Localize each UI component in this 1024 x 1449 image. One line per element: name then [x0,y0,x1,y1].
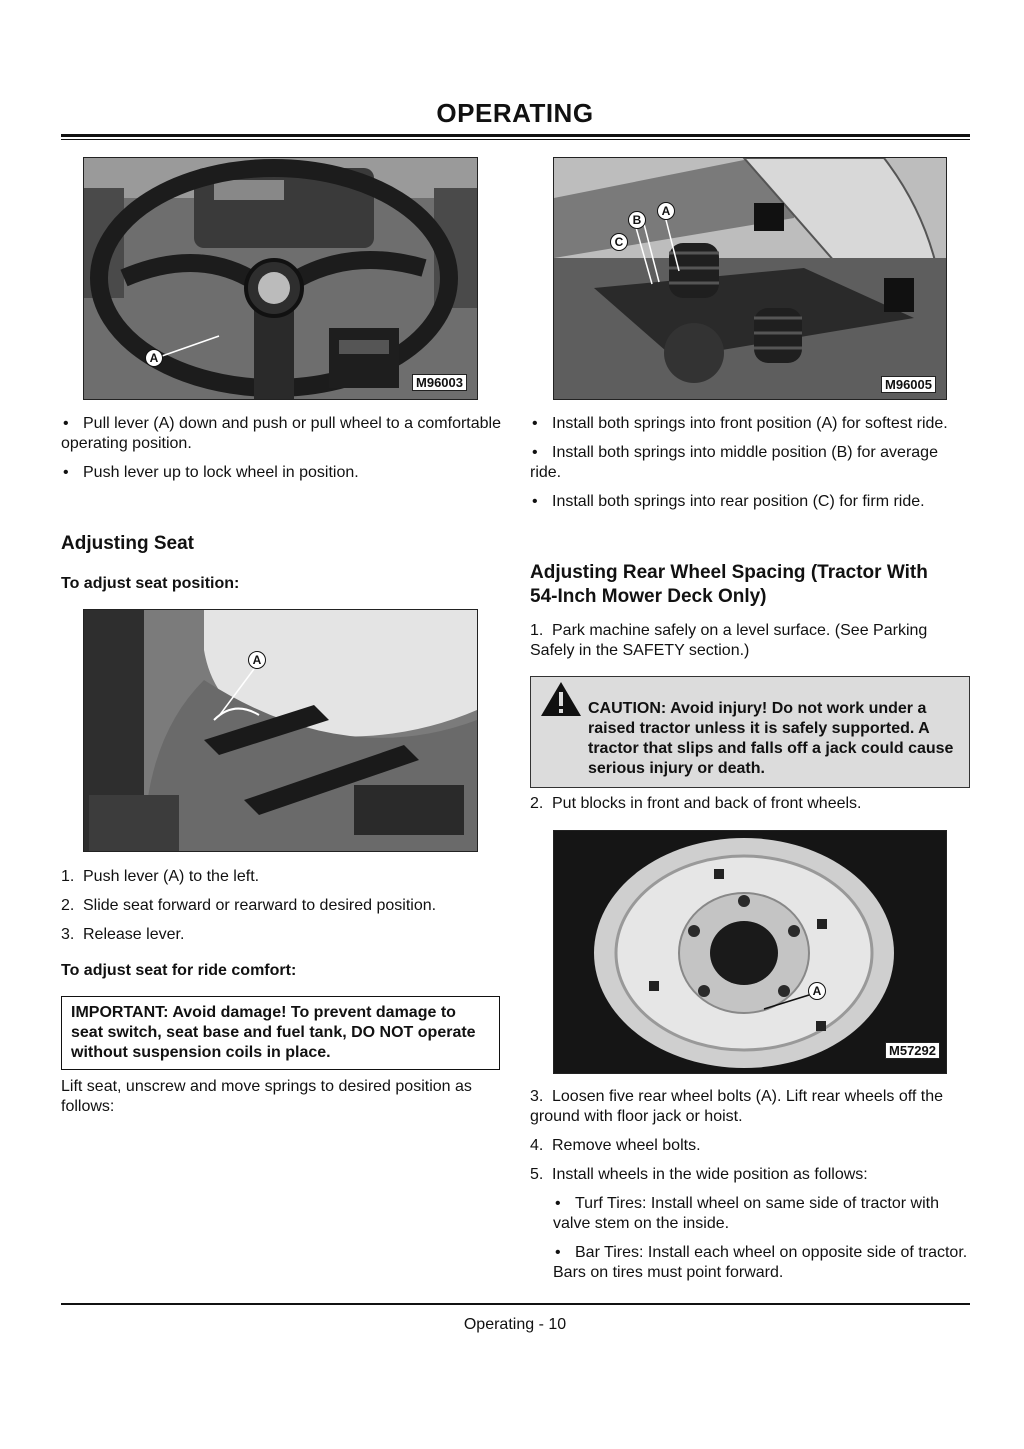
caution-notice-box [530,676,970,788]
subheading-seat-position: To adjust seat position: [61,575,240,592]
list-item: 4. Remove wheel bolts. [530,1137,701,1154]
figure-label: M96005 [881,376,936,393]
list-item: 2. Slide seat forward or rearward to desired position. [61,897,437,914]
list-item: 1. Park machine safely on a level surface. (See Parking Safely in the SAFETY section.) [530,622,928,659]
list-item: 1. Push lever (A) to the left. [61,868,260,885]
seat-position-steps [61,867,501,945]
sub-bullet-item: • Turf Tires: Install wheel on same side of tractor with valve stem on the inside. [553,1195,939,1232]
callout-c: C [610,233,628,251]
section-heading-rear-wheel-spacing: Adjusting Rear Wheel Spacing (Tractor With 54-Inch Mower Deck Only) [530,562,928,607]
callout-a: A [808,982,826,1000]
bullet-item: • Install both springs into middle position (B) for average ride. [530,444,938,481]
callout-a: A [657,202,675,220]
wheel-steps [530,1087,970,1283]
sub-bullet-item: • Bar Tires: Install each wheel on opposite side of tractor. Bars on tires must point forward. [553,1244,968,1281]
bullet-item: • Pull lever (A) down and push or pull wheel to a comfortable operating position. [61,415,501,452]
caution-text: CAUTION: Avoid injury! Do not work under a raised tractor unless it is safely supported. A tractor that slips and falls off a jack could cause serious injury or death. [588,700,954,777]
section-heading-adjusting-seat: Adjusting Seat [61,533,195,554]
steering-instructions [61,414,501,483]
list-item: 3. Loosen five rear wheel bolts (A). Lift rear wheels off the ground with floor jack or hoist. [530,1088,944,1125]
seat-lever-photo [83,609,478,852]
callout-b: B [628,211,646,229]
callout-a: A [145,349,163,367]
bullet-item: • Push lever up to lock wheel in position. [63,464,359,481]
seat-springs-photo [553,157,947,400]
bullet-item: • Install both springs into rear position (C) for firm ride. [532,493,925,510]
bullet-item: • Install both springs into front position (A) for softest ride. [532,415,948,432]
list-item: 5. Install wheels in the wide position as follows: [530,1166,868,1183]
footer-rule [61,1303,970,1305]
warning-triangle-icon [540,681,582,717]
list-item: 3. Release lever. [61,926,185,943]
header-rule [61,134,970,137]
lift-seat-text: Lift seat, unscrew and move springs to desired position as follows: [61,1078,472,1115]
page-title: OPERATING [436,98,594,128]
important-notice-box: IMPORTANT: Avoid damage! To prevent damage to seat switch, seat base and fuel tank, DO NOT operate without suspension coils in place. [61,996,500,1070]
steering-wheel-photo [83,157,478,400]
figure-label: M96003 [412,374,467,391]
wheel-photo [553,830,947,1074]
figure-label: M57292 [885,1042,940,1059]
header-rule-thin [61,139,970,140]
list-item: 2. Put blocks in front and back of front wheels. [530,795,862,812]
callout-a: A [248,651,266,669]
subheading-ride-comfort: To adjust seat for ride comfort: [61,962,297,979]
spring-position-instructions [530,414,970,512]
page-number: Operating - 10 [463,1316,567,1333]
